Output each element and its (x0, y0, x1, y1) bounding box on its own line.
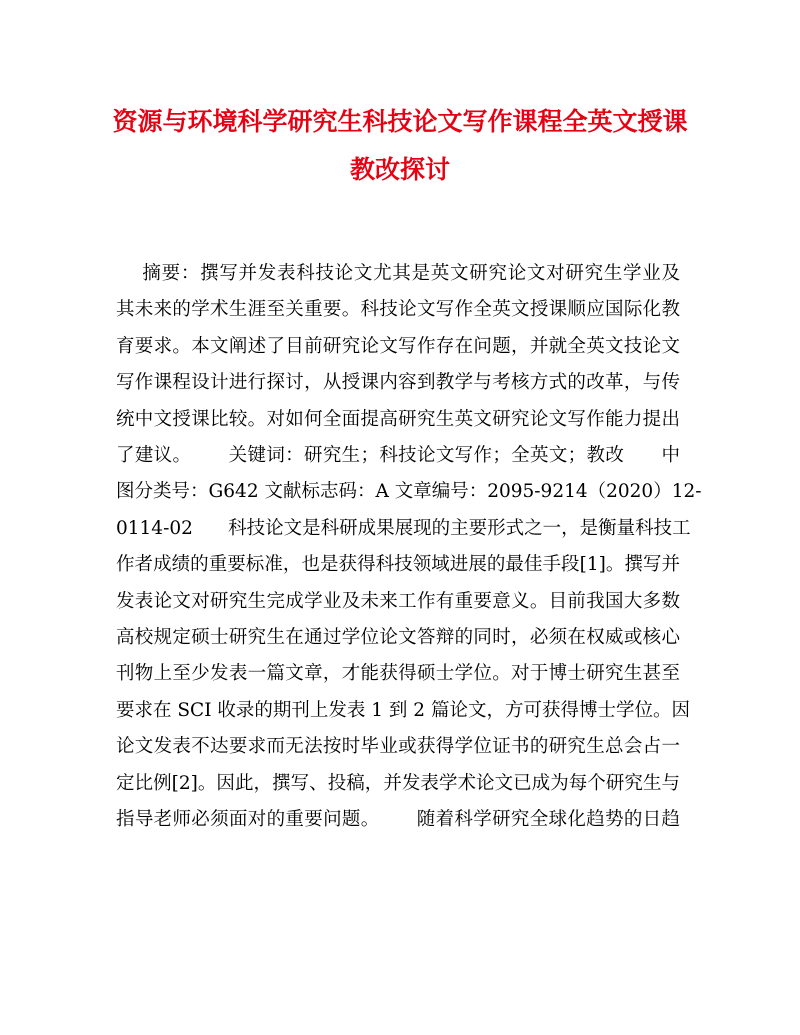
body-line-9: 作者成绩的重要标准，也是获得科技领域进展的最佳手段[1]。撰写并 (116, 554, 680, 576)
body-line-4: 写作课程设计进行探讨，从授课内容到教学与考核方式的改革，与传 (116, 372, 680, 394)
body-line-1: 摘要：撰写并发表科技论文尤其是英文研究论文对研究生学业及 (116, 263, 680, 284)
body-line-16: 指导老师必须面对的重要问题。 随着科学研究全球化趋势的日趋 (116, 809, 680, 831)
document-title (110, 98, 690, 194)
body-line-7: 图分类号：G642 文献标志码：A 文章编号：2095-9214（2020）12- (116, 481, 702, 503)
title-line-1: 资源与环境科学研究生科技论文写作课程全英文授课 (112, 107, 688, 136)
body-line-13: 要求在 SCI 收录的期刊上发表 1 到 2 篇论文，方可获得博士学位。因 (116, 699, 690, 721)
body-line-8: 0114-02 科技论文是科研成果展现的主要形式之一，是衡量科技工 (116, 517, 691, 539)
title-line-2: 教改探讨 (349, 155, 450, 184)
body-line-12: 刊物上至少发表一篇文章，才能获得硕士学位。对于博士研究生甚至 (116, 663, 680, 685)
body-line-3: 育要求。本文阐述了目前研究论文写作存在问题，并就全英文技论文 (116, 335, 680, 357)
body-line-14: 论文发表不达要求而无法按时毕业或获得学位证书的研究生总会占一 (116, 736, 680, 758)
body-line-2: 其未来的学术生涯至关重要。科技论文写作全英文授课顺应国际化教 (116, 299, 680, 321)
body-line-10: 发表论文对研究生完成学业及未来工作有重要意义。目前我国大多数 (116, 590, 680, 612)
body-line-5: 统中文授课比较。对如何全面提高研究生英文研究论文写作能力提出 (116, 408, 680, 430)
document-body (116, 256, 702, 839)
body-line-11: 高校规定硕士研究生在通过学位论文答辩的同时，必须在权威或核心 (116, 627, 680, 649)
body-line-6: 了建议。 关键词：研究生；科技论文写作；全英文；教改 中 (116, 445, 680, 467)
body-line-15: 定比例[2]。因此，撰写、投稿，并发表学术论文已成为每个研究生与 (116, 772, 680, 794)
